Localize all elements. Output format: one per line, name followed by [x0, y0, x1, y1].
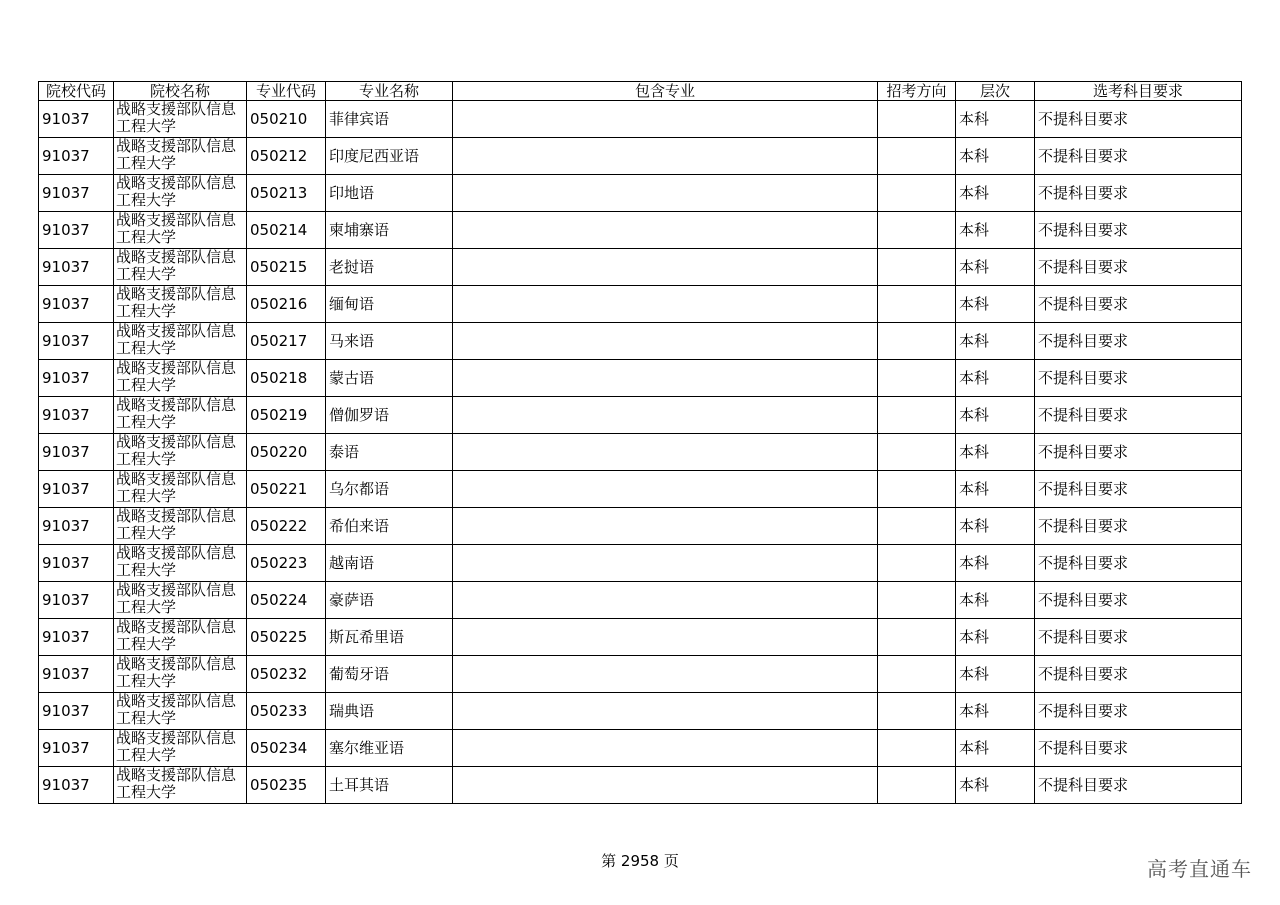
cell-level: 本科: [956, 212, 1035, 249]
cell-subject-req: 不提科目要求: [1035, 360, 1242, 397]
table-row: [39, 434, 1242, 471]
page-number: 第 2958 页: [601, 852, 679, 870]
cell-subject-req: 不提科目要求: [1035, 249, 1242, 286]
cell-school-name: 战略支援部队信息工程大学: [114, 360, 247, 397]
table-row: [39, 175, 1242, 212]
cell-subject-req: 不提科目要求: [1035, 545, 1242, 582]
table-row: [39, 212, 1242, 249]
cell-included-majors: [453, 249, 878, 286]
cell-major-name: 菲律宾语: [326, 101, 453, 138]
cell-level: 本科: [956, 693, 1035, 730]
cell-direction: [878, 656, 956, 693]
cell-school-name: 战略支援部队信息工程大学: [114, 101, 247, 138]
cell-direction: [878, 582, 956, 619]
cell-level: 本科: [956, 175, 1035, 212]
cell-subject-req: 不提科目要求: [1035, 471, 1242, 508]
cell-direction: [878, 212, 956, 249]
cell-included-majors: [453, 767, 878, 804]
cell-school-name: 战略支援部队信息工程大学: [114, 767, 247, 804]
cell-school-code: 91037: [39, 471, 114, 508]
cell-school-name: 战略支援部队信息工程大学: [114, 249, 247, 286]
table-row: [39, 545, 1242, 582]
cell-direction: [878, 693, 956, 730]
cell-subject-req: 不提科目要求: [1035, 656, 1242, 693]
table-row: [39, 249, 1242, 286]
cell-major-name: 柬埔寨语: [326, 212, 453, 249]
cell-included-majors: [453, 286, 878, 323]
watermark-text: 高考直通车: [1147, 857, 1252, 881]
cell-subject-req: 不提科目要求: [1035, 323, 1242, 360]
table-row: [39, 323, 1242, 360]
cell-school-name: 战略支援部队信息工程大学: [114, 471, 247, 508]
cell-major-name: 蒙古语: [326, 360, 453, 397]
table-row: [39, 286, 1242, 323]
header-subject-req: 选考科目要求: [1035, 82, 1242, 101]
cell-subject-req: 不提科目要求: [1035, 619, 1242, 656]
cell-major-code: 050210: [247, 101, 326, 138]
cell-major-code: 050235: [247, 767, 326, 804]
cell-subject-req: 不提科目要求: [1035, 286, 1242, 323]
cell-major-name: 土耳其语: [326, 767, 453, 804]
cell-major-code: 050224: [247, 582, 326, 619]
cell-subject-req: 不提科目要求: [1035, 767, 1242, 804]
cell-major-code: 050217: [247, 323, 326, 360]
cell-school-code: 91037: [39, 545, 114, 582]
cell-major-code: 050215: [247, 249, 326, 286]
table-row: [39, 101, 1242, 138]
cell-included-majors: [453, 730, 878, 767]
cell-direction: [878, 619, 956, 656]
table-row: [39, 582, 1242, 619]
cell-level: 本科: [956, 582, 1035, 619]
cell-school-name: 战略支援部队信息工程大学: [114, 508, 247, 545]
cell-included-majors: [453, 471, 878, 508]
cell-subject-req: 不提科目要求: [1035, 693, 1242, 730]
cell-subject-req: 不提科目要求: [1035, 582, 1242, 619]
cell-subject-req: 不提科目要求: [1035, 175, 1242, 212]
cell-direction: [878, 508, 956, 545]
cell-school-name: 战略支援部队信息工程大学: [114, 730, 247, 767]
cell-direction: [878, 101, 956, 138]
cell-included-majors: [453, 545, 878, 582]
cell-level: 本科: [956, 397, 1035, 434]
header-included-majors: 包含专业: [453, 82, 878, 101]
cell-school-code: 91037: [39, 397, 114, 434]
cell-major-name: 缅甸语: [326, 286, 453, 323]
cell-direction: [878, 323, 956, 360]
table-row: [39, 619, 1242, 656]
cell-level: 本科: [956, 249, 1035, 286]
cell-subject-req: 不提科目要求: [1035, 730, 1242, 767]
cell-school-code: 91037: [39, 619, 114, 656]
cell-subject-req: 不提科目要求: [1035, 212, 1242, 249]
header-direction: 招考方向: [878, 82, 956, 101]
cell-included-majors: [453, 508, 878, 545]
cell-major-code: 050216: [247, 286, 326, 323]
cell-included-majors: [453, 138, 878, 175]
cell-school-code: 91037: [39, 730, 114, 767]
cell-school-name: 战略支援部队信息工程大学: [114, 286, 247, 323]
table-row: [39, 360, 1242, 397]
admissions-table: [38, 81, 1242, 804]
cell-direction: [878, 730, 956, 767]
cell-school-name: 战略支援部队信息工程大学: [114, 175, 247, 212]
cell-subject-req: 不提科目要求: [1035, 508, 1242, 545]
cell-major-code: 050223: [247, 545, 326, 582]
cell-level: 本科: [956, 434, 1035, 471]
cell-included-majors: [453, 434, 878, 471]
cell-school-code: 91037: [39, 767, 114, 804]
cell-school-code: 91037: [39, 175, 114, 212]
cell-major-name: 马来语: [326, 323, 453, 360]
cell-level: 本科: [956, 138, 1035, 175]
cell-school-name: 战略支援部队信息工程大学: [114, 138, 247, 175]
table-row: [39, 138, 1242, 175]
cell-school-code: 91037: [39, 138, 114, 175]
cell-school-name: 战略支援部队信息工程大学: [114, 545, 247, 582]
cell-major-name: 泰语: [326, 434, 453, 471]
cell-subject-req: 不提科目要求: [1035, 434, 1242, 471]
table-row: [39, 693, 1242, 730]
cell-major-name: 豪萨语: [326, 582, 453, 619]
cell-major-name: 斯瓦希里语: [326, 619, 453, 656]
header-level: 层次: [956, 82, 1035, 101]
cell-direction: [878, 175, 956, 212]
cell-major-code: 050221: [247, 471, 326, 508]
table-row: [39, 656, 1242, 693]
cell-level: 本科: [956, 360, 1035, 397]
cell-major-name: 僧伽罗语: [326, 397, 453, 434]
cell-major-code: 050233: [247, 693, 326, 730]
cell-level: 本科: [956, 101, 1035, 138]
cell-major-name: 乌尔都语: [326, 471, 453, 508]
cell-major-name: 老挝语: [326, 249, 453, 286]
cell-included-majors: [453, 397, 878, 434]
header-school-name: 院校名称: [114, 82, 247, 101]
table-body: [39, 101, 1242, 804]
cell-major-name: 瑞典语: [326, 693, 453, 730]
header-major-name: 专业名称: [326, 82, 453, 101]
cell-direction: [878, 767, 956, 804]
cell-included-majors: [453, 175, 878, 212]
table-row: [39, 397, 1242, 434]
cell-subject-req: 不提科目要求: [1035, 397, 1242, 434]
cell-school-code: 91037: [39, 101, 114, 138]
cell-included-majors: [453, 212, 878, 249]
cell-included-majors: [453, 582, 878, 619]
cell-school-name: 战略支援部队信息工程大学: [114, 582, 247, 619]
cell-level: 本科: [956, 508, 1035, 545]
cell-major-code: 050222: [247, 508, 326, 545]
cell-major-code: 050232: [247, 656, 326, 693]
cell-level: 本科: [956, 545, 1035, 582]
cell-school-code: 91037: [39, 323, 114, 360]
cell-school-name: 战略支援部队信息工程大学: [114, 323, 247, 360]
cell-school-name: 战略支援部队信息工程大学: [114, 656, 247, 693]
cell-major-code: 050225: [247, 619, 326, 656]
cell-major-name: 希伯来语: [326, 508, 453, 545]
cell-included-majors: [453, 360, 878, 397]
cell-major-code: 050214: [247, 212, 326, 249]
cell-included-majors: [453, 656, 878, 693]
cell-direction: [878, 471, 956, 508]
cell-major-name: 印度尼西亚语: [326, 138, 453, 175]
cell-school-code: 91037: [39, 508, 114, 545]
cell-level: 本科: [956, 730, 1035, 767]
cell-school-name: 战略支援部队信息工程大学: [114, 693, 247, 730]
cell-level: 本科: [956, 767, 1035, 804]
cell-major-name: 塞尔维亚语: [326, 730, 453, 767]
cell-level: 本科: [956, 323, 1035, 360]
cell-included-majors: [453, 101, 878, 138]
cell-school-code: 91037: [39, 656, 114, 693]
cell-direction: [878, 360, 956, 397]
table-row: [39, 471, 1242, 508]
cell-major-code: 050213: [247, 175, 326, 212]
cell-direction: [878, 138, 956, 175]
cell-subject-req: 不提科目要求: [1035, 138, 1242, 175]
table-row: [39, 767, 1242, 804]
cell-included-majors: [453, 323, 878, 360]
cell-school-name: 战略支援部队信息工程大学: [114, 619, 247, 656]
cell-school-code: 91037: [39, 286, 114, 323]
header-major-code: 专业代码: [247, 82, 326, 101]
cell-major-name: 葡萄牙语: [326, 656, 453, 693]
cell-major-code: 050220: [247, 434, 326, 471]
cell-school-name: 战略支援部队信息工程大学: [114, 212, 247, 249]
cell-major-code: 050234: [247, 730, 326, 767]
cell-school-code: 91037: [39, 434, 114, 471]
cell-school-code: 91037: [39, 582, 114, 619]
cell-level: 本科: [956, 286, 1035, 323]
cell-school-code: 91037: [39, 360, 114, 397]
cell-direction: [878, 397, 956, 434]
cell-major-name: 印地语: [326, 175, 453, 212]
cell-included-majors: [453, 693, 878, 730]
cell-school-name: 战略支援部队信息工程大学: [114, 397, 247, 434]
header-school-code: 院校代码: [39, 82, 114, 101]
cell-school-code: 91037: [39, 693, 114, 730]
cell-level: 本科: [956, 619, 1035, 656]
cell-major-code: 050212: [247, 138, 326, 175]
cell-direction: [878, 545, 956, 582]
cell-subject-req: 不提科目要求: [1035, 101, 1242, 138]
cell-direction: [878, 286, 956, 323]
cell-level: 本科: [956, 471, 1035, 508]
cell-major-code: 050219: [247, 397, 326, 434]
cell-school-code: 91037: [39, 212, 114, 249]
cell-level: 本科: [956, 656, 1035, 693]
cell-school-code: 91037: [39, 249, 114, 286]
cell-major-code: 050218: [247, 360, 326, 397]
cell-school-name: 战略支援部队信息工程大学: [114, 434, 247, 471]
header-row: [39, 82, 1242, 101]
table-row: [39, 508, 1242, 545]
cell-direction: [878, 249, 956, 286]
cell-direction: [878, 434, 956, 471]
cell-major-name: 越南语: [326, 545, 453, 582]
table-row: [39, 730, 1242, 767]
cell-included-majors: [453, 619, 878, 656]
